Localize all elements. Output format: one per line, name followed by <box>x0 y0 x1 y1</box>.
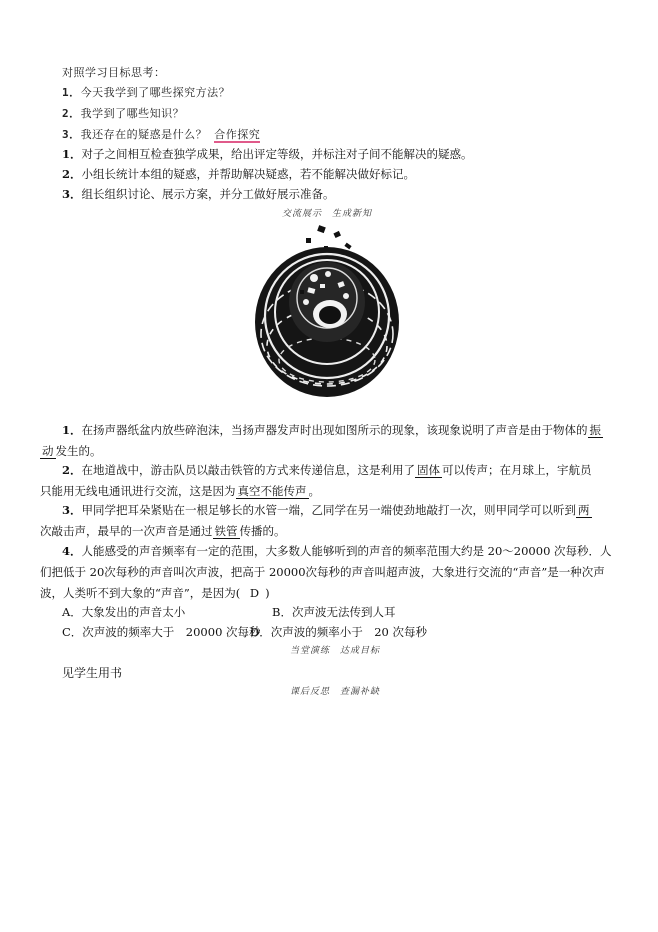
answer-blank: 振 <box>589 423 602 437</box>
section-heading-practice: 当堂演练 达成目标 <box>290 646 381 656</box>
item-number: 2． <box>62 167 82 181</box>
item-text: 对子之间相互检查独学成果，给出评定等级，并标注对子间不能解决的疑惑。 <box>81 147 473 161</box>
exercise-2 <box>40 460 620 502</box>
exercise-text: 传播的。 <box>239 524 286 538</box>
reflect-question-2 <box>62 105 184 121</box>
cooperate-item-2 <box>62 166 415 182</box>
option-a: A．大象发出的声音太小 <box>62 605 186 619</box>
option-c: C．次声波的频率大于 20000 次每秒 <box>62 625 261 639</box>
answer-blank: 两 <box>578 503 590 517</box>
exercise-1 <box>40 420 620 462</box>
answer-blank: 真空不能传声 <box>237 484 307 498</box>
see-student-book: 见学生用书 <box>62 666 123 680</box>
cooperate-item-3 <box>62 186 335 202</box>
exercise-text: 在扬声器纸盆内放些碎泡沫，当扬声器发声时出现如图所示的现象，该现象说明了声音是由于物体的 <box>81 423 588 437</box>
reflect-question-1 <box>62 84 230 100</box>
exercise-text: 们把低于 20次每秒的声音叫次声波，把高于 20000次每秒的声音叫超声波，大象进行交流的“声音”是一种次声 <box>40 565 605 579</box>
item-text: 小组长统计本组的疑惑，并帮助解决疑惑，若不能解决做好标记。 <box>81 167 416 181</box>
speaker-with-foam-icon <box>252 222 402 412</box>
answer-blank: 动 <box>42 444 54 458</box>
exercise-number: 4． <box>62 544 82 558</box>
question-number: 2． <box>62 107 81 120</box>
option-b: B．次声波无法传到人耳 <box>272 605 396 619</box>
speaker-illustration <box>252 222 402 412</box>
exercise-number: 1． <box>62 423 82 437</box>
exercise-text: 甲同学把耳朵紧贴在一根足够长的水管一端，乙同学在另一端使劲地敲打一次，则甲同学可以听到 <box>81 503 577 517</box>
exercise-text: 波，人类听不到大象的“声音”，是因为( <box>40 586 241 600</box>
reflect-question-3 <box>62 126 260 142</box>
section-heading-show: 交流展示 生成新知 <box>282 209 373 219</box>
exercise-text: 发生的。 <box>55 444 102 458</box>
exercise-text: 只能用无线电通讯进行交流，这是因为 <box>40 484 236 498</box>
exercise-text: 可以传声；在月球上，宇航员 <box>442 463 592 477</box>
exercise-text: ) <box>265 586 270 600</box>
exercise-number: 2． <box>62 463 82 477</box>
answer-blank: 固体 <box>417 463 441 477</box>
exercise-text: 。 <box>308 484 320 498</box>
cooperate-tag: 合作探究 <box>214 128 261 141</box>
exercise-4 <box>40 541 620 604</box>
cooperate-item-1 <box>62 146 473 162</box>
question-text: 我还存在的疑惑是什么？ <box>80 128 208 141</box>
item-number: 3． <box>62 187 82 201</box>
exercise-text: 次敲击声，最早的一次声音是通过 <box>40 524 213 538</box>
exercise-3 <box>40 500 620 542</box>
reflect-heading: 对照学习目标思考： <box>62 66 166 79</box>
question-number: 3． <box>62 128 81 141</box>
answer-choice: D <box>249 586 260 600</box>
item-text: 组长组织讨论、展示方案，并分工做好展示准备。 <box>81 187 335 201</box>
section-heading-after: 课后反思 查漏补缺 <box>290 687 381 697</box>
exercise-number: 3． <box>62 503 82 517</box>
option-d: D．次声波的频率小于 20 次每秒 <box>250 625 428 639</box>
question-number: 1． <box>62 86 81 99</box>
exercise-text: 在地道战中，游击队员以敲击铁管的方式来传递信息，这是利用了 <box>81 463 416 477</box>
question-text: 今天我学到了哪些探究方法？ <box>80 86 231 99</box>
item-number: 1． <box>62 147 82 161</box>
exercise-text: 人能感受的声音频率有一定的范围，大多数人能够听到的声音的频率范围大约是 20～20000 次每秒．人 <box>81 544 612 558</box>
answer-blank: 铁管 <box>214 524 238 538</box>
question-text: 我学到了哪些知识？ <box>80 107 185 120</box>
